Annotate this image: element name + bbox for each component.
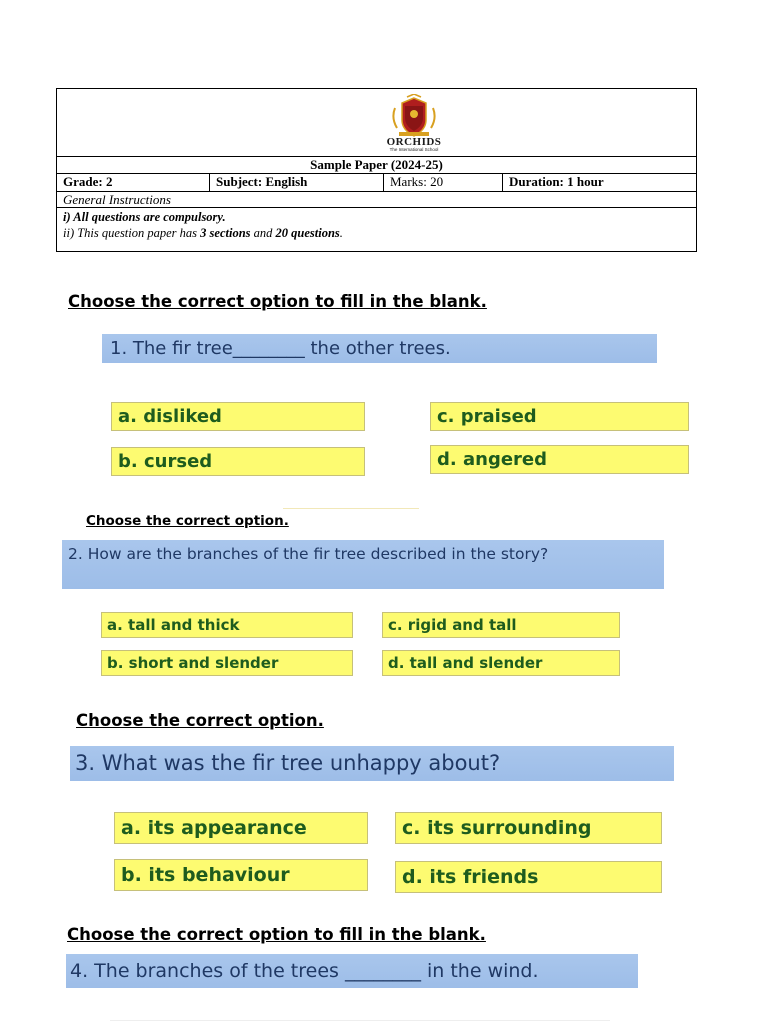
paper-title: Sample Paper (2024-25): [57, 156, 696, 174]
school-name: ORCHIDS: [386, 136, 442, 148]
question-3-option-b[interactable]: b. its behaviour: [114, 859, 368, 891]
instruction-2-suffix: .: [339, 226, 343, 240]
question-2-option-a[interactable]: a. tall and thick: [101, 612, 353, 638]
instruction-2-prefix: ii) This question paper has: [63, 226, 201, 240]
faint-divider: [283, 508, 419, 509]
subject-cell: Subject: English: [209, 173, 383, 191]
logo-row: [57, 89, 696, 157]
section-2-heading: Choose the correct option.: [86, 513, 289, 529]
school-tagline: The International School: [389, 147, 439, 152]
question-1-option-d[interactable]: d. angered: [430, 445, 689, 474]
paper-header-table: [56, 88, 697, 252]
grade-cell: Grade: 2: [63, 174, 113, 189]
question-1-option-b[interactable]: b. cursed: [111, 447, 365, 476]
instruction-2: [63, 225, 343, 241]
question-3-option-d[interactable]: d. its friends: [395, 861, 662, 893]
school-logo: [369, 94, 459, 152]
instruction-1: [63, 209, 226, 225]
instruction-2-sections: 3 sections: [200, 226, 251, 240]
question-1-option-c[interactable]: c. praised: [430, 402, 689, 431]
info-row: [57, 173, 696, 192]
section-3-heading: Choose the correct option.: [76, 711, 324, 730]
instruction-2-mid: and: [250, 226, 276, 240]
instruction-2-questions: 20 questions: [275, 226, 340, 240]
instruction-1-text: i) All questions are compulsory.: [63, 210, 226, 224]
duration-cell: Duration: 1 hour: [502, 173, 696, 191]
question-2-option-c[interactable]: c. rigid and tall: [382, 612, 620, 638]
question-2-option-b[interactable]: b. short and slender: [101, 650, 353, 676]
question-3-option-a[interactable]: a. its appearance: [114, 812, 368, 844]
section-4-heading: Choose the correct option to fill in the blank.: [67, 925, 486, 944]
faint-divider: [110, 1020, 610, 1021]
section-1-heading: Choose the correct option to fill in the blank.: [68, 292, 487, 311]
general-instructions-label: General Instructions: [57, 191, 696, 208]
question-3: 3. What was the fir tree unhappy about?: [70, 746, 674, 781]
question-2: 2. How are the branches of the fir tree described in the story?: [62, 540, 664, 589]
question-1: 1. The fir tree________ the other trees.: [102, 334, 657, 363]
question-4: 4. The branches of the trees ________ in the wind.: [66, 954, 638, 988]
question-1-option-a[interactable]: a. disliked: [111, 402, 365, 431]
marks-cell: Marks: 20: [383, 173, 502, 191]
question-2-option-d[interactable]: d. tall and slender: [382, 650, 620, 676]
question-3-option-c[interactable]: c. its surrounding: [395, 812, 662, 844]
